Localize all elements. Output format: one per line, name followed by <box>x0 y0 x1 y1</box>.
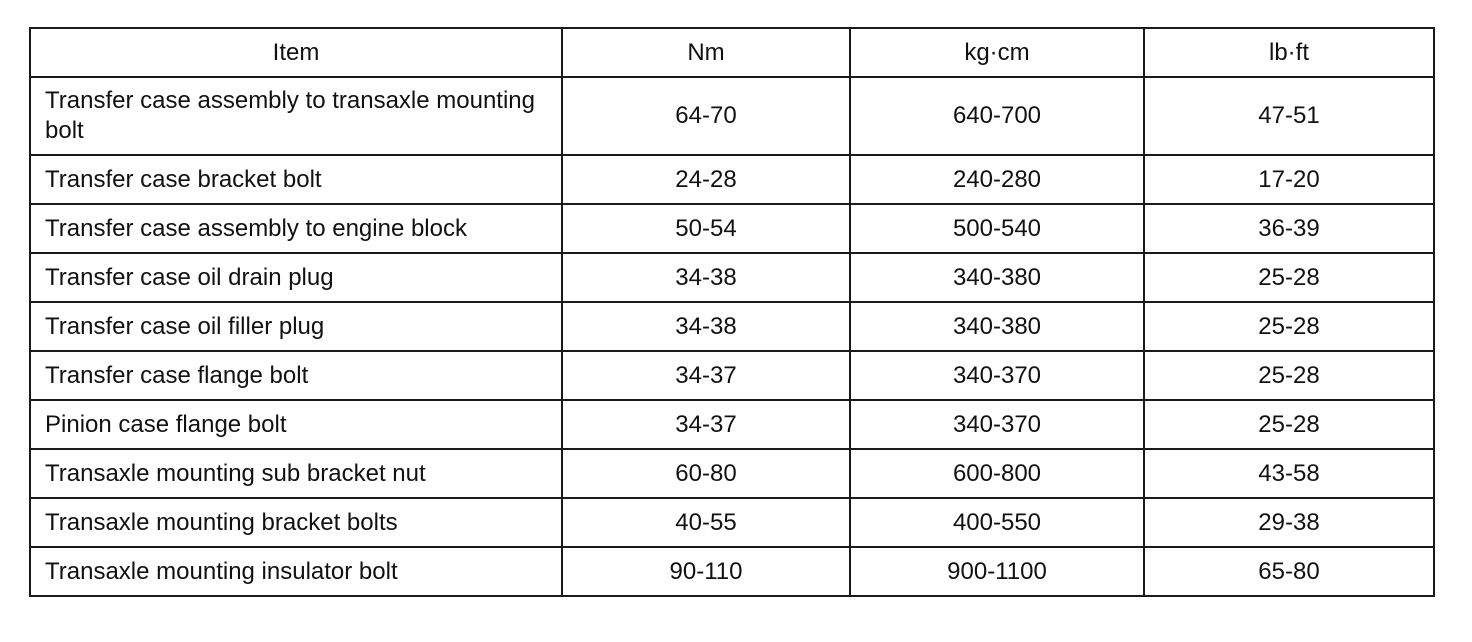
table-row <box>30 77 1434 155</box>
cell-lbft: 17-20 <box>1144 155 1434 204</box>
cell-nm: 50-54 <box>562 204 850 253</box>
cell-lbft: 25-28 <box>1144 302 1434 351</box>
header-lbft: lb·ft <box>1144 28 1434 77</box>
table-row <box>30 204 1434 253</box>
cell-item: Transfer case flange bolt <box>30 351 562 400</box>
cell-nm: 64-70 <box>562 77 850 155</box>
cell-item: Transfer case oil drain plug <box>30 253 562 302</box>
table-row <box>30 547 1434 596</box>
table-header-row <box>30 28 1434 77</box>
cell-kgcm: 340-380 <box>850 253 1144 302</box>
header-item: Item <box>30 28 562 77</box>
table-row <box>30 253 1434 302</box>
cell-lbft: 65-80 <box>1144 547 1434 596</box>
table-row <box>30 351 1434 400</box>
cell-nm: 90-110 <box>562 547 850 596</box>
cell-kgcm: 500-540 <box>850 204 1144 253</box>
cell-lbft: 25-28 <box>1144 351 1434 400</box>
cell-nm: 34-38 <box>562 253 850 302</box>
cell-kgcm: 600-800 <box>850 449 1144 498</box>
header-nm: Nm <box>562 28 850 77</box>
cell-kgcm: 340-380 <box>850 302 1144 351</box>
cell-item: Transfer case oil filler plug <box>30 302 562 351</box>
cell-kgcm: 340-370 <box>850 400 1144 449</box>
cell-lbft: 25-28 <box>1144 253 1434 302</box>
cell-item: Transfer case assembly to transaxle mounting bolt <box>30 77 562 155</box>
header-kgcm: kg·cm <box>850 28 1144 77</box>
cell-nm: 34-38 <box>562 302 850 351</box>
table-row <box>30 498 1434 547</box>
cell-kgcm: 240-280 <box>850 155 1144 204</box>
table-row <box>30 155 1434 204</box>
table-row <box>30 302 1434 351</box>
cell-nm: 34-37 <box>562 351 850 400</box>
cell-lbft: 43-58 <box>1144 449 1434 498</box>
cell-nm: 24-28 <box>562 155 850 204</box>
cell-item: Transaxle mounting sub bracket nut <box>30 449 562 498</box>
cell-kgcm: 400-550 <box>850 498 1144 547</box>
table-row <box>30 449 1434 498</box>
cell-nm: 40-55 <box>562 498 850 547</box>
cell-item: Transfer case bracket bolt <box>30 155 562 204</box>
cell-item: Pinion case flange bolt <box>30 400 562 449</box>
torque-spec-table <box>29 27 1435 597</box>
cell-item: Transfer case assembly to engine block <box>30 204 562 253</box>
cell-lbft: 47-51 <box>1144 77 1434 155</box>
cell-lbft: 29-38 <box>1144 498 1434 547</box>
cell-nm: 34-37 <box>562 400 850 449</box>
cell-kgcm: 640-700 <box>850 77 1144 155</box>
cell-nm: 60-80 <box>562 449 850 498</box>
cell-kgcm: 900-1100 <box>850 547 1144 596</box>
cell-kgcm: 340-370 <box>850 351 1144 400</box>
cell-item: Transaxle mounting insulator bolt <box>30 547 562 596</box>
table-row <box>30 400 1434 449</box>
cell-lbft: 25-28 <box>1144 400 1434 449</box>
cell-lbft: 36-39 <box>1144 204 1434 253</box>
cell-item: Transaxle mounting bracket bolts <box>30 498 562 547</box>
